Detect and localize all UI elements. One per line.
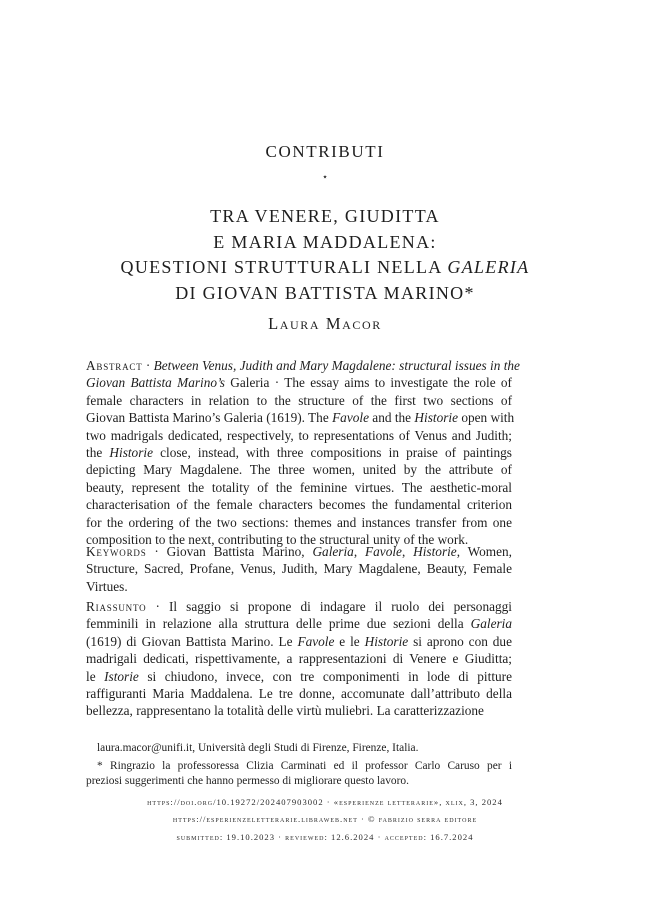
riassunto-text: Historie [364,633,409,649]
riassunto-line [86,685,512,702]
riassunto-text: Favole [297,633,335,649]
abstract-line [86,409,515,426]
abstract-line [86,496,512,513]
keywords-text: Favole [365,544,402,559]
keywords-line [86,578,512,595]
keywords-line [86,560,512,577]
riassunto-text: bellezza, rappresentano la totalità delle virtù muliebri. La caratterizzazione [86,703,484,719]
riassunto-line [86,702,512,719]
abstract-text: two madrigals dedicated, respectively, to representations of Venus and Judith; [86,427,512,443]
abstract-line [86,357,520,374]
abstract-text: open with [458,410,515,426]
author-name: Laura Macor [268,314,382,333]
ack-line-1: * Ringrazio la professoressa Clizia Carminati ed il professor Carlo Caruso per i [97,760,512,772]
abstract-text: composition to the next, contributing to the structural unity of the work. [86,532,469,548]
abstract-text: close, instead, with three compositions in praise of paintings [152,445,512,461]
title-line-3 [0,255,650,281]
abstract-text: Giovan Battista Marino’s Galeria (1619). The [86,410,333,426]
ack-line-2: preziosi suggerimenti che hanno permesso di migliorare questo lavoro. [86,775,409,788]
riassunto-line [86,650,512,667]
abstract-text: Historie [414,410,458,426]
abstract-line [86,374,512,391]
abstract-text: Between Venus, Judith and Mary Magdalene: structural issues in the [153,358,520,373]
keywords-text: , Women, [456,544,513,559]
abstract-text: and the [368,410,415,426]
keywords-text: Galeria [312,544,354,559]
abstract-line [86,427,512,444]
riassunto-text: raffiguranti Maria Maddalena. Le tre donne, accomunate dall’attributo della [86,686,512,702]
abstract-block [86,357,520,548]
section-label: CONTRIBUTI [265,142,385,161]
affiliation-footnote: laura.macor@unifi.it, Università degli Studi di Firenze, Firenze, Italia. [97,742,419,754]
keywords-text: , [353,544,366,559]
title-line-3-text: QUESTIONI STRUTTURALI NELLA [120,257,448,278]
riassunto-line [86,615,512,632]
abstract-line [86,479,512,496]
keywords-line [86,543,512,560]
riassunto-label: Riassunto [86,599,147,614]
abstract-line [86,392,512,409]
riassunto-block [86,598,512,720]
riassunto-text: e le [334,633,365,649]
abstract-text: Galeria · The essay aims to investigate the role of [230,375,512,391]
abstract-text: characterisation of the female characters becomes the fundamental criterion [86,497,512,513]
riassunto-text: le [86,668,105,684]
riassunto-text: · Il saggio si propone di indagare il ruolo dei personaggi [146,599,512,614]
riassunto-line [86,598,512,615]
abstract-text: · [142,358,154,373]
abstract-line [86,514,512,531]
keywords-text: Historie [413,544,457,559]
riassunto-line [86,668,512,685]
riassunto-text: Galeria [470,616,512,632]
abstract-text: the [86,445,110,461]
abstract-text: female characters in relation to the structure of the first two sections of [86,392,512,408]
title-line-2: E MARIA MADDALENA: [213,231,437,252]
riassunto-text: madrigali dedicati, rispettivamente, a rappresentazioni di Venere e Giuditta; [86,651,512,667]
doi-line: https://doi.org/10.19272/202407903002 · «esperienze letterarie», xlix, 3, 2024 [147,797,503,807]
keywords-text: , [401,544,414,559]
riassunto-text: femminili in relazione alla struttura delle prime due sezioni della [86,616,471,632]
keywords-block [86,543,512,595]
acknowledgement-footnote [86,759,512,790]
dates-line: submitted: 19.10.2023 · reviewed: 12.6.2024 · accepted: 16.7.2024 [176,832,474,842]
abstract-text: depicting Mary Magdalene. The three women, united by the attribute of [86,462,512,478]
abstract-line [86,461,512,478]
abstract-line [86,444,512,461]
riassunto-text: si aprono con due [408,633,512,649]
article-title [0,204,650,307]
keywords-text: Structure, Sacred, Profane, Venus, Judith, Mary Magdalene, Beauty, Female [86,561,512,577]
riassunto-line [86,633,512,650]
riassunto-text: si chiudono, invece, con tre componimenti in lode di pitture [138,668,512,684]
title-italic-word: GALERIA [447,257,530,278]
abstract-text: Historie [109,445,153,461]
keywords-text: · Giovan Battista Marino, [146,544,313,559]
abstract-label: Abstract [86,358,143,373]
star-ornament: ⋆ [321,172,329,183]
keywords-text: Virtues. [86,578,128,594]
title-line-4: DI GIOVAN BATTISTA MARINO* [175,283,475,304]
riassunto-text: Istorie [104,668,139,684]
abstract-text: beauty, represent the totality of the feminine virtues. The aesthetic-moral [86,479,512,495]
abstract-text: Favole [332,410,369,426]
abstract-text: for the ordering of the two sections: themes and instances transfer from one [86,514,512,530]
riassunto-text: (1619) di Giovan Battista Marino. Le [86,633,298,649]
title-line-1: TRA VENERE, GIUDITTA [210,206,440,226]
abstract-text: Giovan Battista Marino’s [86,375,231,391]
site-line: https://esperienzeletterarie.libraweb.net · © fabrizio serra editore [172,814,478,824]
keywords-label: Keywords [86,544,147,559]
